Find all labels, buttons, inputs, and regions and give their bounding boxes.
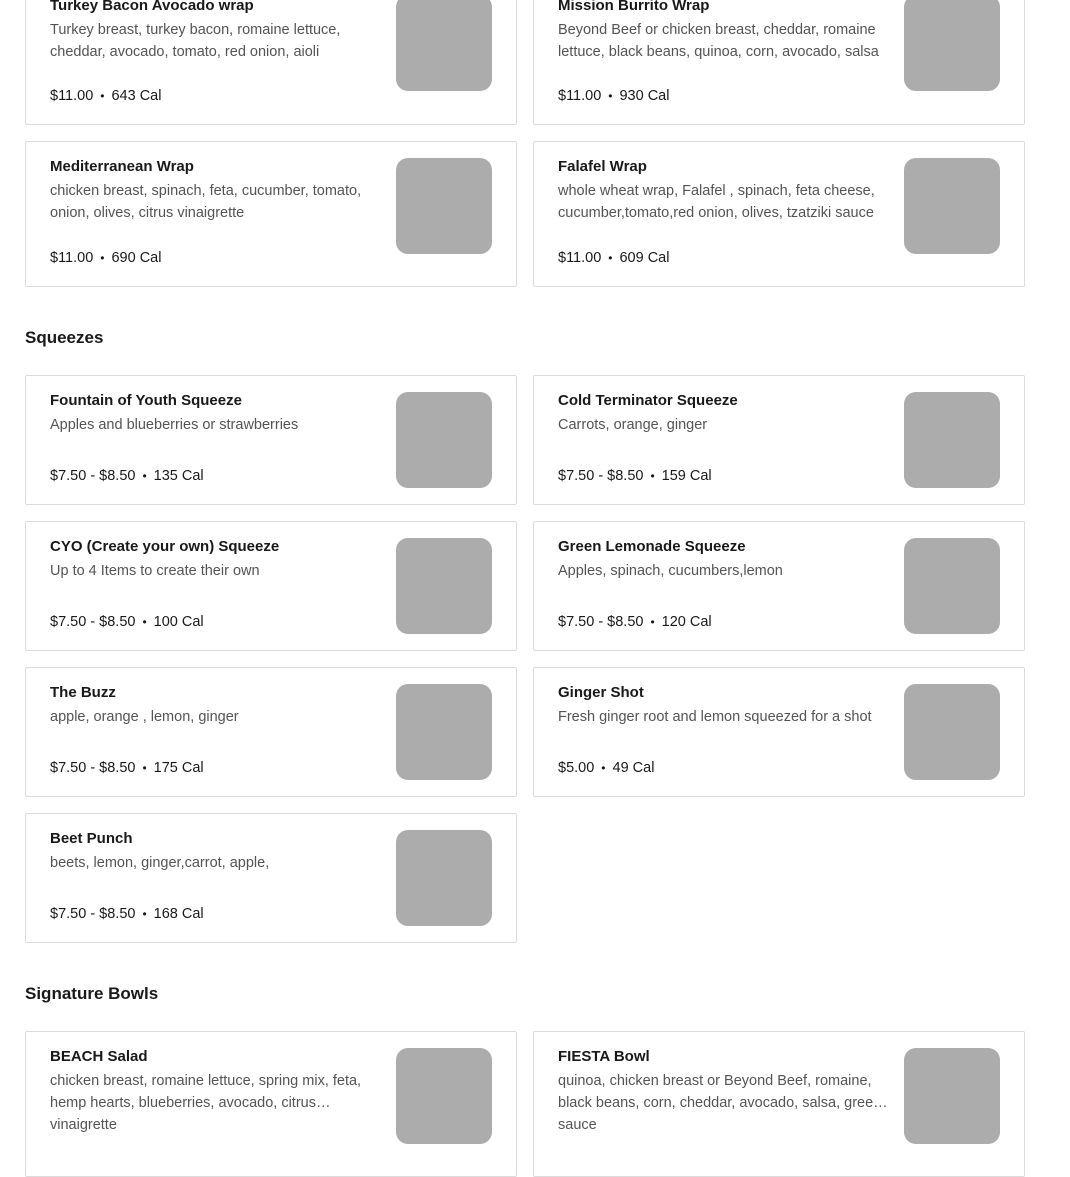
menu-item-card[interactable]: [533, 1031, 1025, 1177]
item-price: $11.00: [558, 88, 602, 104]
menu-item-card[interactable]: [25, 1031, 517, 1177]
item-name: Turkey Bacon Avocado wrap: [50, 0, 254, 14]
item-description: Carrots, orange, ginger: [558, 417, 708, 433]
item-image: [396, 0, 492, 91]
item-image: [396, 158, 492, 254]
item-name: Mediterranean Wrap: [50, 158, 194, 175]
item-name: CYO (Create your own) Squeeze: [50, 538, 280, 555]
item-price-calories: [50, 247, 161, 269]
item-calories: 135 Cal: [153, 468, 204, 484]
item-description: chicken breast, romaine lettuce, spring mix, feta, hemp hearts, blueberries, avocado, citrus vinaigrette: [50, 1073, 362, 1133]
item-image: [904, 158, 1000, 254]
item-description: quinoa, chicken breast or Beyond Beef, romaine, black beans, corn, cheddar, avocado, salsa, green sauce: [558, 1073, 882, 1133]
menu-item-card[interactable]: [533, 375, 1025, 505]
item-name: Falafel Wrap: [558, 158, 647, 175]
item-calories: 49 Cal: [612, 760, 655, 776]
item-description: Up to 4 Items to create their own: [50, 563, 260, 579]
item-image: [904, 1048, 1000, 1144]
item-price-calories: [50, 85, 161, 107]
menu-item-card[interactable]: [25, 667, 517, 797]
item-name: Beet Punch: [50, 830, 133, 847]
menu-item-card[interactable]: [25, 375, 517, 505]
item-image: [904, 0, 1000, 91]
item-image: [396, 392, 492, 488]
item-image: [904, 538, 1000, 634]
item-name: The Buzz: [50, 684, 116, 701]
separator-dot: •: [608, 89, 613, 103]
item-price: $7.50 - $8.50: [50, 468, 136, 484]
item-calories: 690 Cal: [111, 250, 162, 266]
item-price: $7.50 - $8.50: [558, 614, 644, 630]
item-name: Green Lemonade Squeeze: [558, 538, 746, 555]
item-price: $7.50 - $8.50: [558, 468, 644, 484]
item-price-calories: [558, 247, 669, 269]
separator-dot: •: [100, 89, 105, 103]
item-price: $11.00: [50, 250, 94, 266]
item-image: [396, 830, 492, 926]
item-price: $7.50 - $8.50: [50, 906, 136, 922]
item-name: Mission Burrito Wrap: [558, 0, 710, 14]
item-calories: 930 Cal: [619, 88, 670, 104]
menu-item-card[interactable]: [533, 521, 1025, 651]
item-price: $7.50 - $8.50: [50, 760, 136, 776]
menu-item-card[interactable]: [25, 141, 517, 287]
item-name: FIESTA Bowl: [558, 1048, 650, 1065]
item-price-calories: [558, 465, 712, 487]
item-price: $11.00: [50, 88, 94, 104]
item-name: Ginger Shot: [558, 684, 644, 701]
item-description: whole wheat wrap, Falafel , spinach, feta cheese, cucumber,tomato,red onion, olives, tzatziki sauce: [558, 183, 875, 221]
menu-item-card[interactable]: [25, 0, 517, 125]
item-price: $5.00: [558, 760, 595, 776]
separator-dot: •: [142, 469, 147, 483]
item-image: [904, 392, 1000, 488]
item-description: Turkey breast, turkey bacon, romaine lettuce, cheddar, avocado, tomato, red onion, aioli: [50, 22, 341, 60]
item-price-calories: [50, 465, 204, 487]
menu-item-card[interactable]: [533, 667, 1025, 797]
section-title-signature-bowls: Signature Bowls: [25, 984, 159, 1003]
menu-item-card[interactable]: [533, 141, 1025, 287]
item-price: $7.50 - $8.50: [50, 614, 136, 630]
separator-dot: •: [650, 615, 655, 629]
item-description: Apples, spinach, cucumbers,lemon: [558, 563, 783, 579]
item-calories: 609 Cal: [619, 250, 670, 266]
item-description: Apples and blueberries or strawberries: [50, 417, 299, 433]
item-description: Fresh ginger root and lemon squeezed for a shot: [558, 709, 872, 725]
item-price: $11.00: [558, 250, 602, 266]
item-name: Cold Terminator Squeeze: [558, 392, 738, 409]
item-price-calories: [50, 757, 204, 779]
item-description: Beyond Beef or chicken breast, cheddar, romaine lettuce, black beans, quinoa, corn, avocado, salsa: [558, 22, 879, 60]
item-description: beets, lemon, ginger,carrot, apple,: [50, 855, 270, 871]
separator-dot: •: [142, 615, 147, 629]
item-image: [396, 538, 492, 634]
item-calories: 100 Cal: [153, 614, 204, 630]
item-calories: 159 Cal: [661, 468, 712, 484]
separator-dot: •: [142, 907, 147, 921]
item-price-calories: [558, 85, 669, 107]
item-price-calories: [558, 611, 712, 633]
item-image: [396, 684, 492, 780]
separator-dot: •: [650, 469, 655, 483]
item-name: BEACH Salad: [50, 1048, 148, 1065]
item-calories: 120 Cal: [661, 614, 712, 630]
separator-dot: •: [608, 251, 613, 265]
item-price-calories: [558, 757, 654, 779]
item-price-calories: [50, 611, 204, 633]
item-price-calories: [50, 903, 204, 925]
item-description: chicken breast, spinach, feta, cucumber, tomato, onion, olives, citrus vinaigrette: [50, 183, 362, 221]
item-description: apple, orange , lemon, ginger: [50, 709, 239, 725]
separator-dot: •: [142, 761, 147, 775]
item-calories: 168 Cal: [153, 906, 204, 922]
item-calories: 175 Cal: [153, 760, 204, 776]
item-image: [396, 1048, 492, 1144]
menu-item-card[interactable]: [25, 813, 517, 943]
item-image: [904, 684, 1000, 780]
separator-dot: •: [100, 251, 105, 265]
item-calories: 643 Cal: [111, 88, 162, 104]
section-title-squeezes: Squeezes: [25, 328, 104, 347]
item-name: Fountain of Youth Squeeze: [50, 392, 242, 409]
menu-item-card[interactable]: [25, 521, 517, 651]
menu-item-card[interactable]: [533, 0, 1025, 125]
separator-dot: •: [601, 761, 606, 775]
